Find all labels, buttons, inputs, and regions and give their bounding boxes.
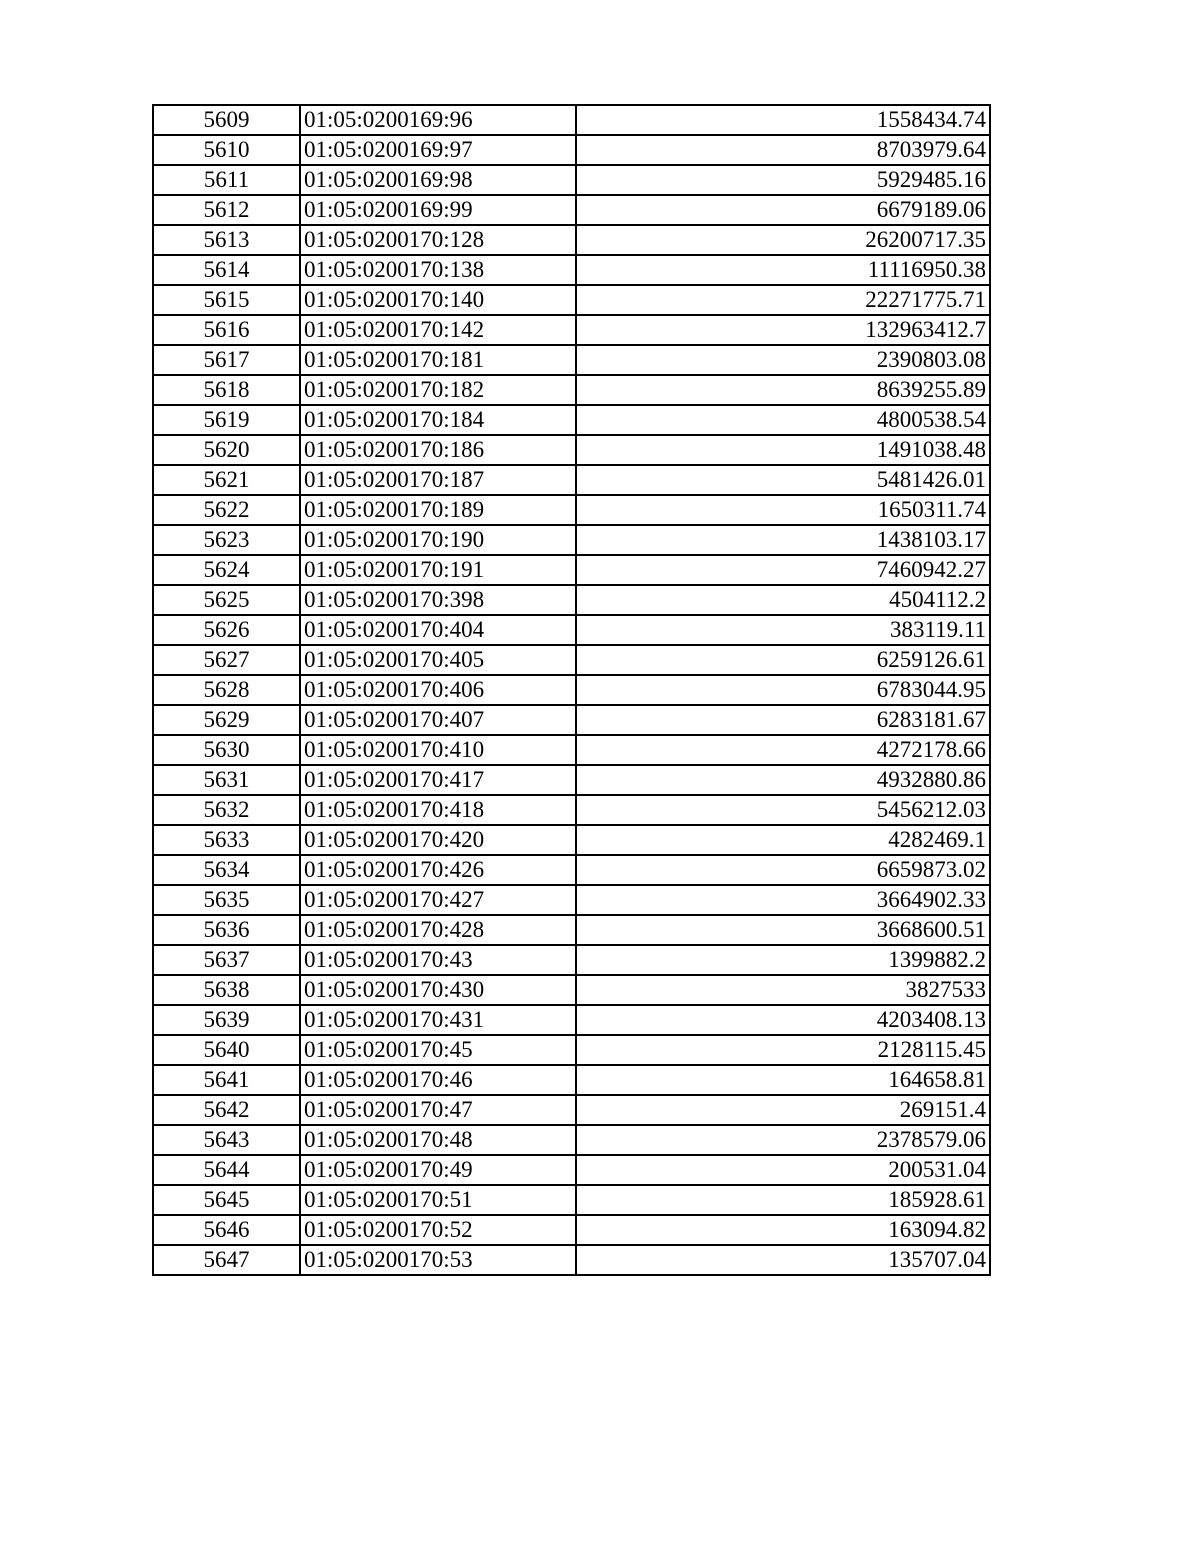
value-cell: 1399882.2: [576, 945, 990, 975]
row-number-cell: 5621: [153, 465, 300, 495]
cadastral-code-cell: 01:05:0200169:99: [300, 195, 576, 225]
row-number-cell: 5616: [153, 315, 300, 345]
value-cell: 2378579.06: [576, 1125, 990, 1155]
row-number-cell: 5633: [153, 825, 300, 855]
value-cell: 26200717.35: [576, 225, 990, 255]
cadastral-code-cell: 01:05:0200170:48: [300, 1125, 576, 1155]
row-number-cell: 5609: [153, 105, 300, 135]
value-cell: 135707.04: [576, 1245, 990, 1275]
row-number-cell: 5635: [153, 885, 300, 915]
row-number-cell: 5617: [153, 345, 300, 375]
table-row: [153, 825, 990, 855]
cadastral-code-cell: 01:05:0200170:52: [300, 1215, 576, 1245]
cadastral-code-cell: 01:05:0200170:138: [300, 255, 576, 285]
row-number-cell: 5647: [153, 1245, 300, 1275]
table-row: [153, 1185, 990, 1215]
table-row: [153, 375, 990, 405]
cadastral-code-cell: 01:05:0200170:182: [300, 375, 576, 405]
table-row: [153, 405, 990, 435]
cadastral-code-cell: 01:05:0200170:47: [300, 1095, 576, 1125]
value-cell: 1491038.48: [576, 435, 990, 465]
row-number-cell: 5619: [153, 405, 300, 435]
value-cell: 185928.61: [576, 1185, 990, 1215]
table-row: [153, 1065, 990, 1095]
value-cell: 6659873.02: [576, 855, 990, 885]
cadastral-code-cell: 01:05:0200170:189: [300, 495, 576, 525]
row-number-cell: 5618: [153, 375, 300, 405]
row-number-cell: 5613: [153, 225, 300, 255]
value-cell: 5481426.01: [576, 465, 990, 495]
table-row: [153, 885, 990, 915]
cadastral-code-cell: 01:05:0200170:45: [300, 1035, 576, 1065]
table-row: [153, 315, 990, 345]
value-cell: 164658.81: [576, 1065, 990, 1095]
table-row: [153, 165, 990, 195]
value-cell: 6783044.95: [576, 675, 990, 705]
cadastral-code-cell: 01:05:0200169:98: [300, 165, 576, 195]
value-cell: 22271775.71: [576, 285, 990, 315]
table-row: [153, 675, 990, 705]
row-number-cell: 5637: [153, 945, 300, 975]
cadastral-code-cell: 01:05:0200170:51: [300, 1185, 576, 1215]
cadastral-code-cell: 01:05:0200170:398: [300, 585, 576, 615]
cadastral-code-cell: 01:05:0200170:428: [300, 915, 576, 945]
table-row: [153, 255, 990, 285]
value-cell: 7460942.27: [576, 555, 990, 585]
row-number-cell: 5620: [153, 435, 300, 465]
cadastral-code-cell: 01:05:0200170:191: [300, 555, 576, 585]
row-number-cell: 5645: [153, 1185, 300, 1215]
cadastral-code-cell: 01:05:0200170:418: [300, 795, 576, 825]
cadastral-code-cell: 01:05:0200170:181: [300, 345, 576, 375]
table-row: [153, 135, 990, 165]
value-cell: 3827533: [576, 975, 990, 1005]
row-number-cell: 5644: [153, 1155, 300, 1185]
value-cell: 8639255.89: [576, 375, 990, 405]
table-row: [153, 1245, 990, 1275]
cadastral-code-cell: 01:05:0200170:407: [300, 705, 576, 735]
table-row: [153, 735, 990, 765]
row-number-cell: 5626: [153, 615, 300, 645]
row-number-cell: 5641: [153, 1065, 300, 1095]
table-row: [153, 1005, 990, 1035]
table-row: [153, 495, 990, 525]
table-row: [153, 1095, 990, 1125]
value-cell: 4932880.86: [576, 765, 990, 795]
value-cell: 4203408.13: [576, 1005, 990, 1035]
cadastral-code-cell: 01:05:0200170:430: [300, 975, 576, 1005]
value-cell: 383119.11: [576, 615, 990, 645]
table-row: [153, 1215, 990, 1245]
row-number-cell: 5622: [153, 495, 300, 525]
data-table: [152, 104, 991, 1276]
row-number-cell: 5631: [153, 765, 300, 795]
value-cell: 6259126.61: [576, 645, 990, 675]
row-number-cell: 5630: [153, 735, 300, 765]
value-cell: 6283181.67: [576, 705, 990, 735]
row-number-cell: 5612: [153, 195, 300, 225]
table-row: [153, 285, 990, 315]
cadastral-code-cell: 01:05:0200170:404: [300, 615, 576, 645]
row-number-cell: 5623: [153, 525, 300, 555]
cadastral-code-cell: 01:05:0200169:96: [300, 105, 576, 135]
row-number-cell: 5636: [153, 915, 300, 945]
cadastral-code-cell: 01:05:0200170:187: [300, 465, 576, 495]
cadastral-code-cell: 01:05:0200170:420: [300, 825, 576, 855]
table-row: [153, 765, 990, 795]
table-row: [153, 705, 990, 735]
table-row: [153, 345, 990, 375]
row-number-cell: 5629: [153, 705, 300, 735]
cadastral-code-cell: 01:05:0200170:140: [300, 285, 576, 315]
value-cell: 8703979.64: [576, 135, 990, 165]
cadastral-code-cell: 01:05:0200170:190: [300, 525, 576, 555]
cadastral-code-cell: 01:05:0200170:427: [300, 885, 576, 915]
value-cell: 11116950.38: [576, 255, 990, 285]
value-cell: 2390803.08: [576, 345, 990, 375]
row-number-cell: 5611: [153, 165, 300, 195]
cadastral-code-cell: 01:05:0200170:426: [300, 855, 576, 885]
row-number-cell: 5640: [153, 1035, 300, 1065]
row-number-cell: 5634: [153, 855, 300, 885]
cadastral-code-cell: 01:05:0200170:142: [300, 315, 576, 345]
value-cell: 2128115.45: [576, 1035, 990, 1065]
value-cell: 4800538.54: [576, 405, 990, 435]
value-cell: 6679189.06: [576, 195, 990, 225]
table-row: [153, 795, 990, 825]
value-cell: 132963412.7: [576, 315, 990, 345]
value-cell: 4282469.1: [576, 825, 990, 855]
table-row: [153, 1125, 990, 1155]
table-row: [153, 435, 990, 465]
table-row: [153, 105, 990, 135]
table-row: [153, 585, 990, 615]
row-number-cell: 5624: [153, 555, 300, 585]
value-cell: 200531.04: [576, 1155, 990, 1185]
table-row: [153, 855, 990, 885]
value-cell: 5456212.03: [576, 795, 990, 825]
value-cell: 3664902.33: [576, 885, 990, 915]
cadastral-code-cell: 01:05:0200170:186: [300, 435, 576, 465]
cadastral-code-cell: 01:05:0200170:43: [300, 945, 576, 975]
table-row: [153, 195, 990, 225]
table-row: [153, 1155, 990, 1185]
value-cell: 163094.82: [576, 1215, 990, 1245]
row-number-cell: 5625: [153, 585, 300, 615]
cadastral-code-cell: 01:05:0200170:406: [300, 675, 576, 705]
value-cell: 269151.4: [576, 1095, 990, 1125]
table-row: [153, 975, 990, 1005]
value-cell: 3668600.51: [576, 915, 990, 945]
row-number-cell: 5614: [153, 255, 300, 285]
cadastral-code-cell: 01:05:0200170:410: [300, 735, 576, 765]
row-number-cell: 5642: [153, 1095, 300, 1125]
value-cell: 4504112.2: [576, 585, 990, 615]
value-cell: 1438103.17: [576, 525, 990, 555]
row-number-cell: 5632: [153, 795, 300, 825]
table-row: [153, 645, 990, 675]
cadastral-code-cell: 01:05:0200170:49: [300, 1155, 576, 1185]
cadastral-code-cell: 01:05:0200170:53: [300, 1245, 576, 1275]
row-number-cell: 5628: [153, 675, 300, 705]
row-number-cell: 5646: [153, 1215, 300, 1245]
row-number-cell: 5627: [153, 645, 300, 675]
table-row: [153, 945, 990, 975]
row-number-cell: 5610: [153, 135, 300, 165]
cadastral-code-cell: 01:05:0200170:431: [300, 1005, 576, 1035]
cadastral-code-cell: 01:05:0200170:417: [300, 765, 576, 795]
cadastral-code-cell: 01:05:0200170:46: [300, 1065, 576, 1095]
table-row: [153, 1035, 990, 1065]
table-row: [153, 465, 990, 495]
table-row: [153, 915, 990, 945]
row-number-cell: 5639: [153, 1005, 300, 1035]
table-row: [153, 555, 990, 585]
table-row: [153, 225, 990, 255]
value-cell: 1650311.74: [576, 495, 990, 525]
row-number-cell: 5615: [153, 285, 300, 315]
value-cell: 4272178.66: [576, 735, 990, 765]
table-body: [153, 105, 990, 1275]
row-number-cell: 5638: [153, 975, 300, 1005]
cadastral-code-cell: 01:05:0200169:97: [300, 135, 576, 165]
cadastral-code-cell: 01:05:0200170:184: [300, 405, 576, 435]
value-cell: 1558434.74: [576, 105, 990, 135]
cadastral-code-cell: 01:05:0200170:405: [300, 645, 576, 675]
row-number-cell: 5643: [153, 1125, 300, 1155]
cadastral-code-cell: 01:05:0200170:128: [300, 225, 576, 255]
table-row: [153, 525, 990, 555]
value-cell: 5929485.16: [576, 165, 990, 195]
table-row: [153, 615, 990, 645]
